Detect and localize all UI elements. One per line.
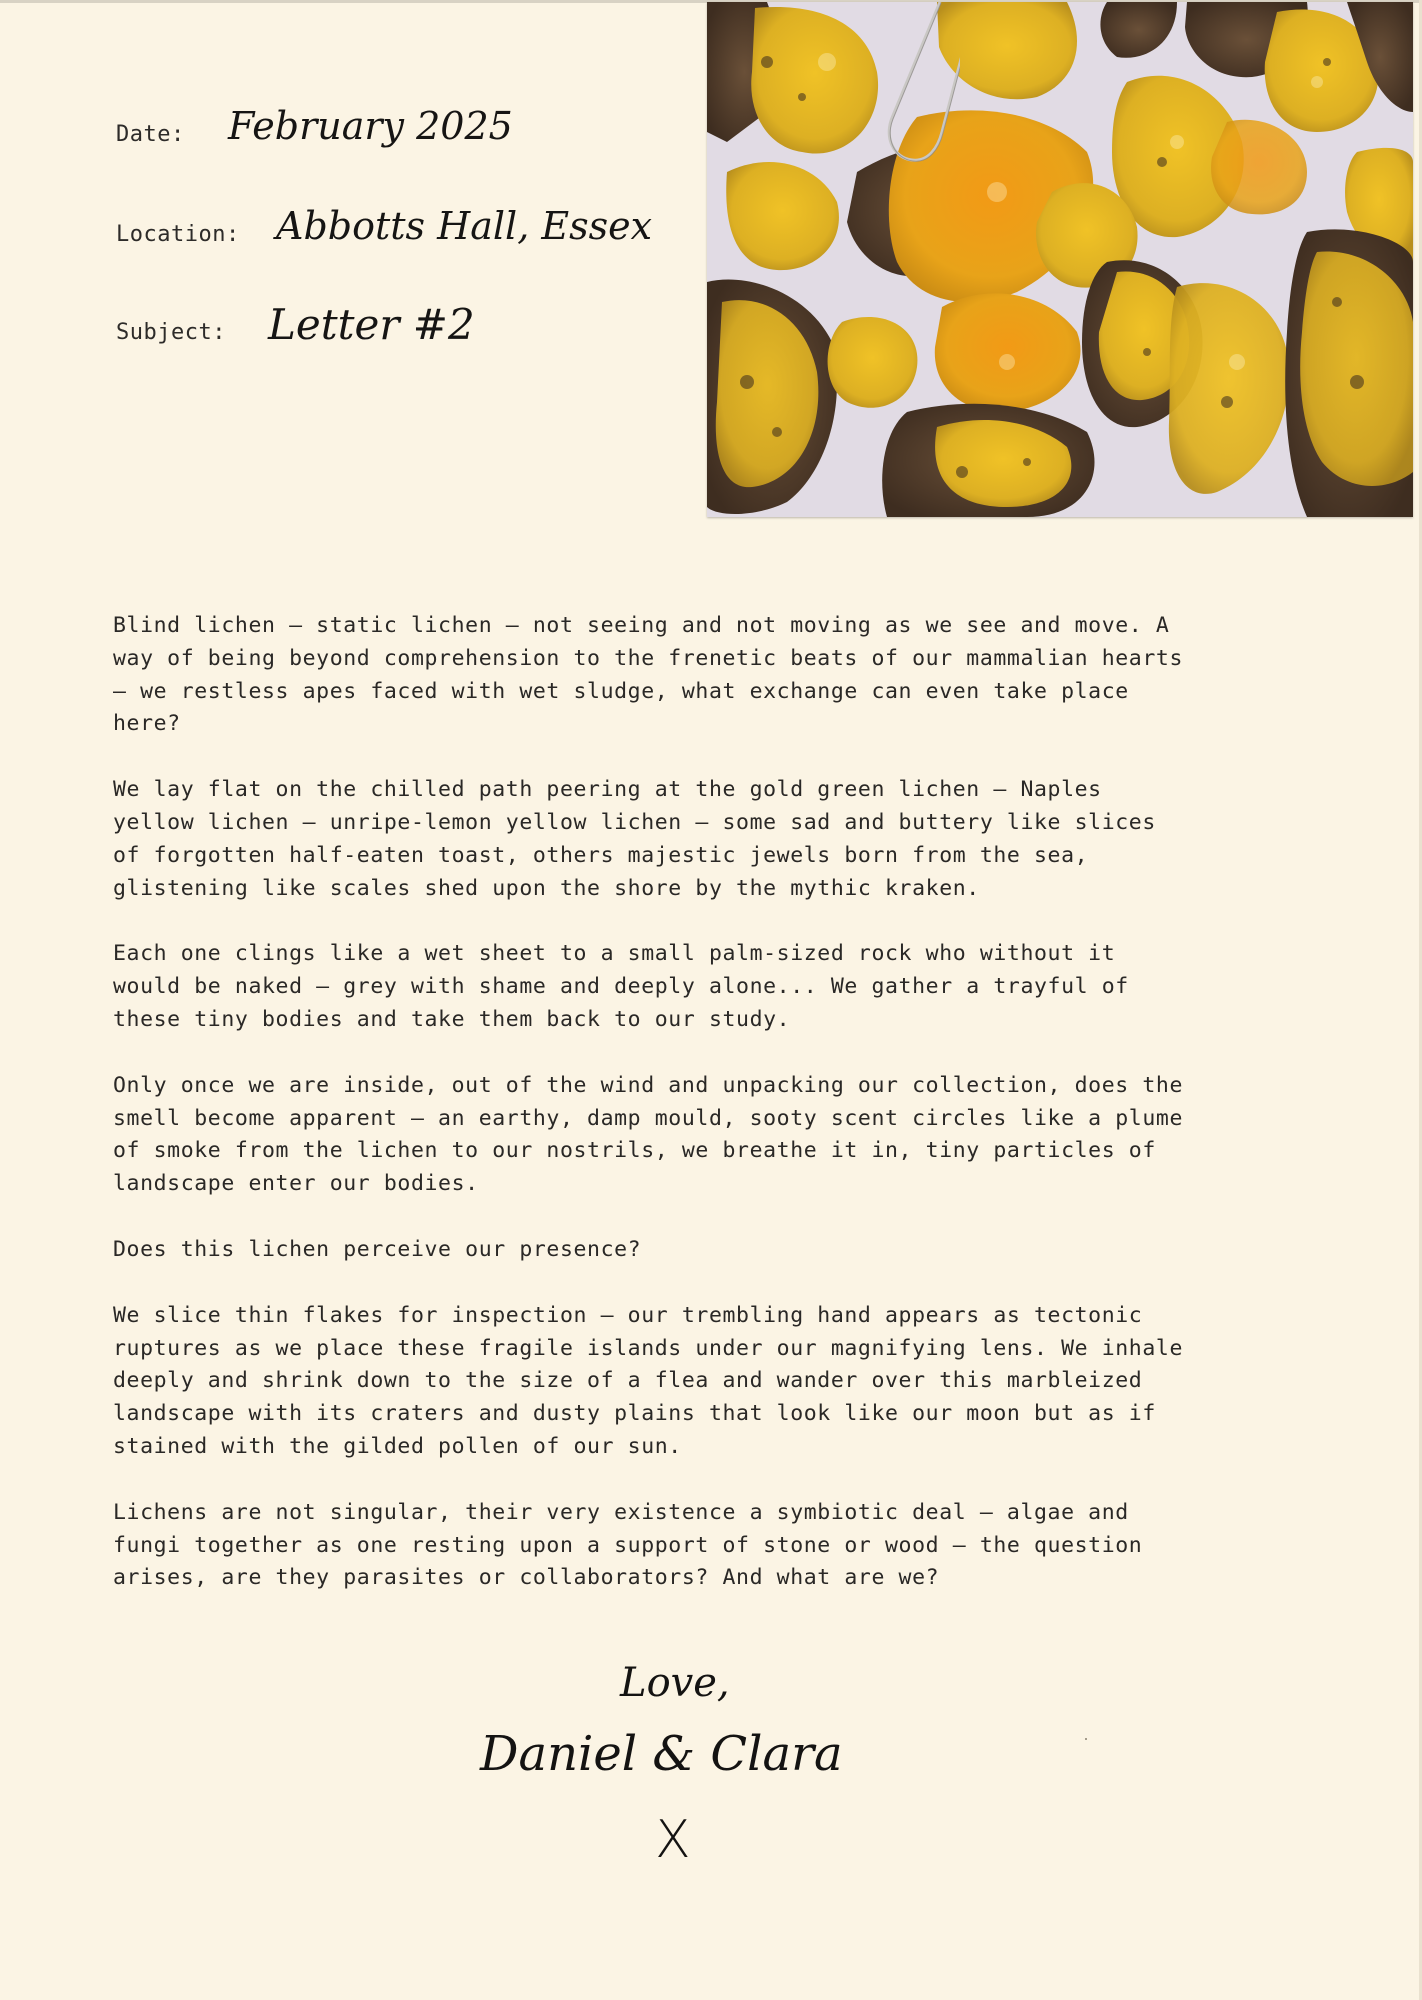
paper-speck — [1085, 1738, 1087, 1740]
letter-paragraph: Only once we are inside, out of the wind and unpacking our collection, does the smell become apparent — an earthy, damp mould, sooty scent circles like a plume of smoke from the lichen to our nostrils, we breathe it in, tiny particles of landscape enter our bodies. — [113, 1072, 1183, 1197]
date-handwritten-value: February 2025 — [228, 104, 513, 148]
handwritten-signoff — [470, 1660, 890, 1890]
letter-paragraph: Does this lichen perceive our presence? — [113, 1236, 642, 1262]
subject-handwritten-value: Letter #2 — [268, 300, 475, 349]
paperclip-icon — [870, 0, 960, 170]
letter-paragraph: We slice thin flakes for inspection — our trembling hand appears as tectonic ruptures as we place these fragile islands under our magnifying lens. We inhale deeply and shrink down to the size of a flea and wander over this marbleized landscape with its craters and dusty plains that look like our moon but as if stained with the gilded pollen of our sun. — [113, 1302, 1183, 1459]
signoff-closing: Love, — [620, 1660, 730, 1706]
location-handwritten-value: Abbotts Hall, Essex — [276, 204, 653, 248]
letter-paragraph: Lichens are not singular, their very existence a symbiotic deal — algae and fungi together as one resting upon a support of stone or wood — the question arises, are they parasites or collaborators? And what are we? — [113, 1499, 1143, 1591]
subject-label: Subject: — [116, 320, 226, 345]
signoff-kiss: X — [655, 1810, 691, 1870]
letter-paragraph: Each one clings like a wet sheet to a small palm-sized rock who without it would be naked — grey with shame and deeply alone... We gather a trayful of these tiny bodies and take them back to our study. — [113, 941, 1129, 1032]
signoff-names: Daniel & Clara — [480, 1726, 843, 1782]
date-label: Date: — [116, 122, 185, 147]
letter-body — [113, 610, 1313, 1628]
lichen-photograph — [707, 2, 1413, 517]
letter-paragraph: We lay flat on the chilled path peering at the gold green lichen — Naples yellow lichen — unripe-lemon yellow lichen — some sad and buttery like slices of forgotten half-eaten toast, others majestic jewels born from the sea, glistening like scales shed upon the shore by the mythic kraken. — [113, 777, 1156, 901]
letter-paragraph: Blind lichen — static lichen — not seeing and not moving as we see and move. A way of being beyond comprehension to the frenetic beats of our mammalian hearts — we restless apes faced with wet sludge, what exchange can even take place here? — [113, 613, 1183, 737]
location-label: Location: — [116, 222, 240, 247]
lichen-photo-image — [707, 2, 1413, 517]
